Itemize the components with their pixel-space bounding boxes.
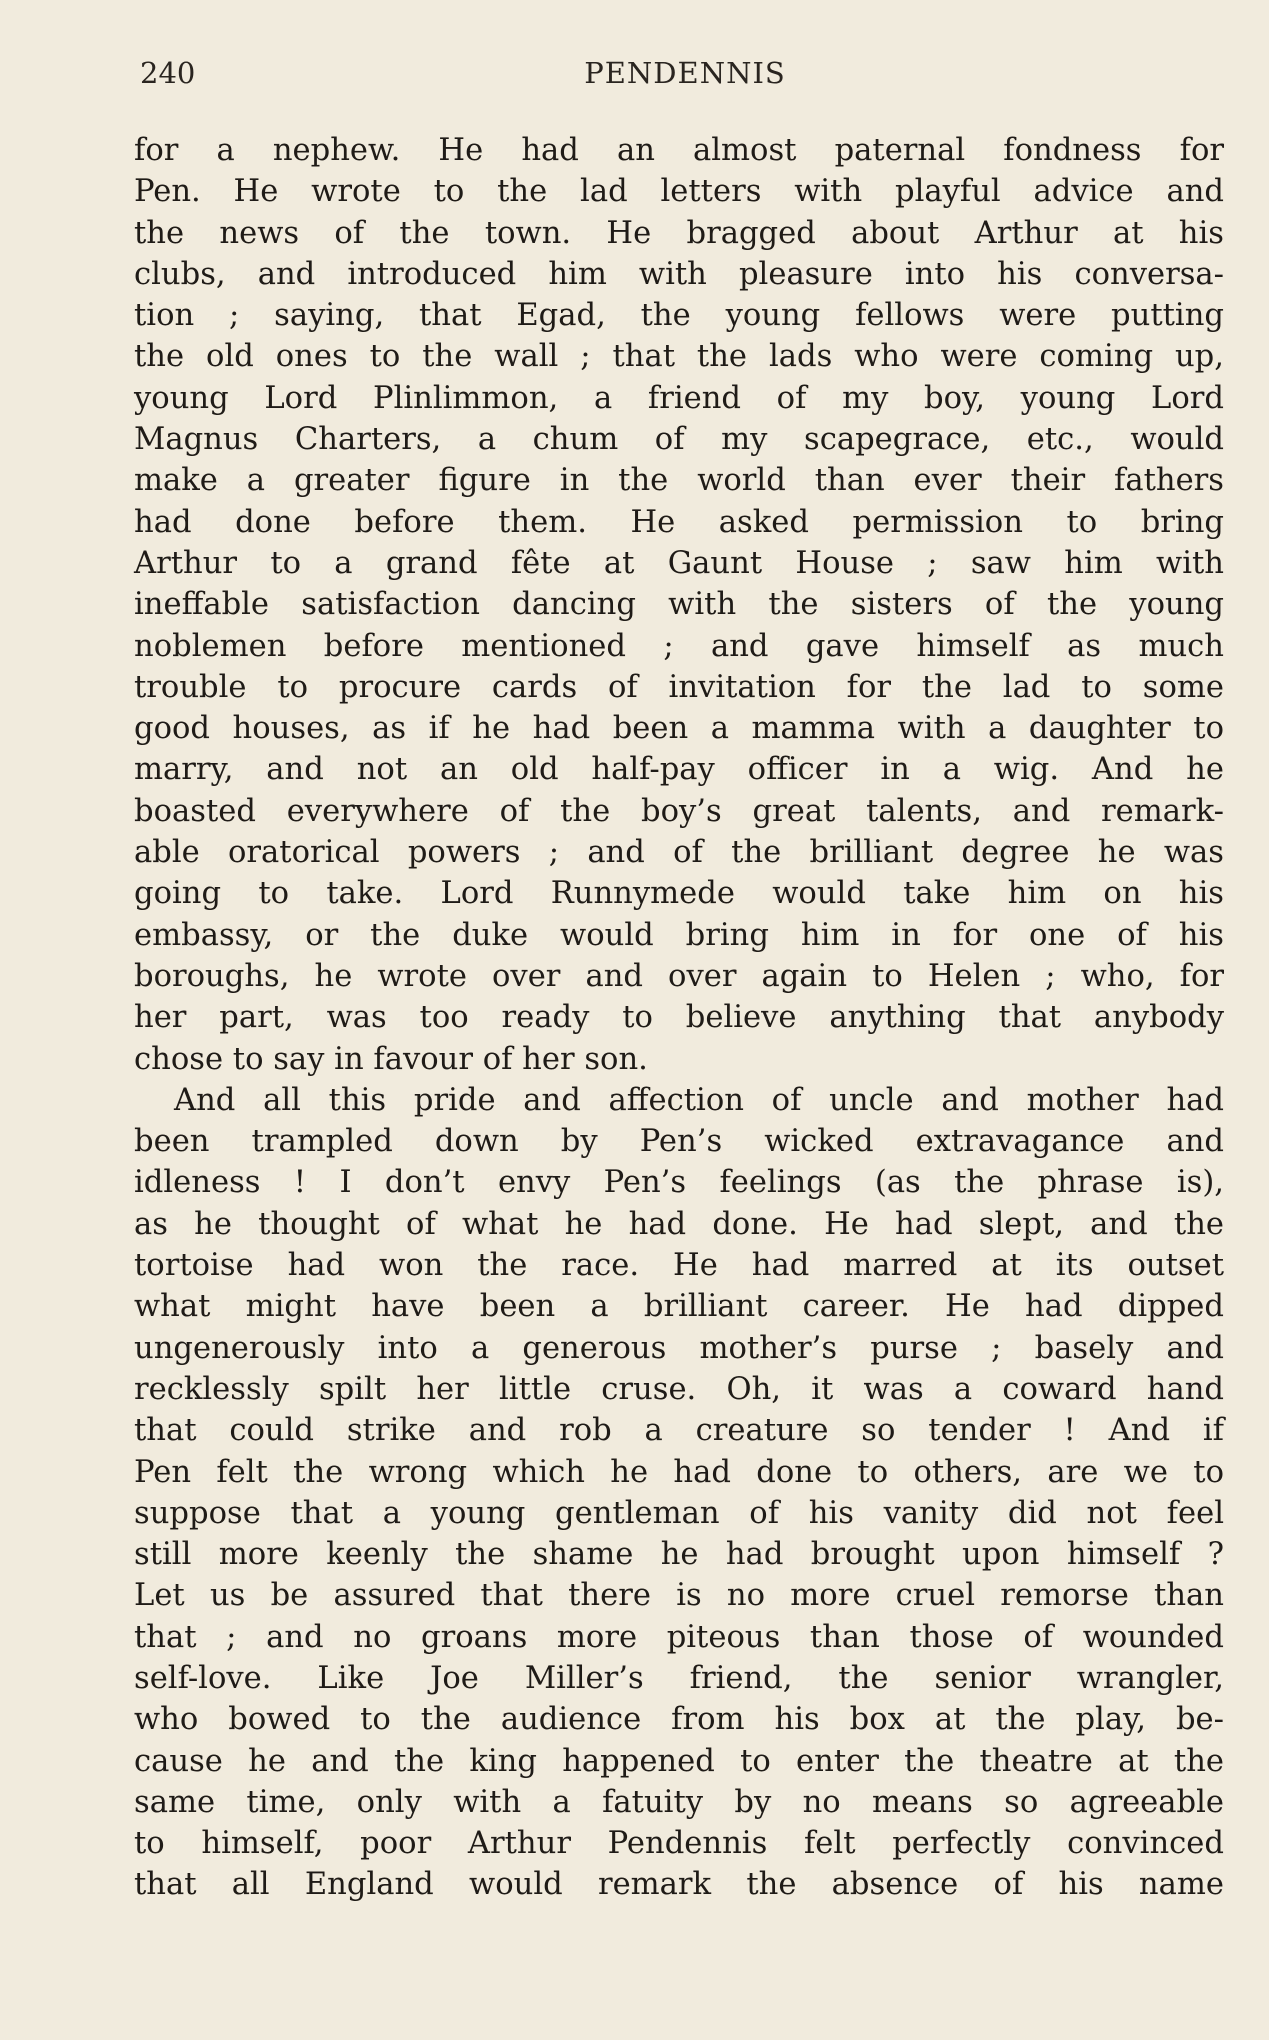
text-line: Pen. He wrote to the lad letters with playful advice and: [134, 174, 1224, 210]
text-line: marry, and not an old half-pay officer in a wig. And he: [134, 752, 1224, 788]
paragraph: [134, 1080, 1224, 1906]
text-line: embassy, or the duke would bring him in for one of his: [134, 917, 1224, 953]
text-line: recklessly spilt her little cruse. Oh, it was a coward hand: [134, 1371, 1224, 1407]
text-line: tortoise had won the race. He had marred at its outset: [134, 1248, 1224, 1284]
text-line: trouble to procure cards of invitation for the lad to some: [134, 669, 1224, 705]
text-line: that all England would remark the absence of his name: [134, 1867, 1224, 1903]
text-line: Let us be assured that there is no more cruel remorse than: [134, 1578, 1224, 1614]
text-line: had done before them. He asked permission to bring: [134, 504, 1224, 540]
text-line: her part, was too ready to believe anything that anybody: [134, 1000, 1224, 1036]
text-line: going to take. Lord Runnymede would take him on his: [134, 876, 1224, 912]
text-line: that could strike and rob a creature so tender ! And if: [134, 1413, 1224, 1449]
text-line: clubs, and introduced him with pleasure into his conversa-: [134, 256, 1224, 292]
running-title: PENDENNIS: [584, 56, 786, 90]
text-line: ineffable satisfaction dancing with the sisters of the young: [134, 587, 1224, 623]
text-line: Magnus Charters, a chum of my scapegrace, etc., would: [134, 422, 1224, 458]
text-line: ungenerously into a generous mother’s purse ; basely and: [134, 1330, 1224, 1366]
text-line: tion ; saying, that Egad, the young fellows were putting: [134, 298, 1224, 334]
text-line: self-love. Like Joe Miller’s friend, the senior wrangler,: [134, 1660, 1224, 1696]
text-line: good houses, as if he had been a mamma with a daughter to: [134, 711, 1224, 747]
paragraph: [134, 130, 1224, 1080]
text-line: that ; and no groans more piteous than those of wounded: [134, 1619, 1224, 1655]
text-line: noblemen before mentioned ; and gave himself as much: [134, 628, 1224, 664]
text-line: young Lord Plinlimmon, a friend of my boy, young Lord: [134, 380, 1224, 416]
page-number: 240: [140, 56, 196, 90]
text-line: still more keenly the shame he had brought upon himself ?: [134, 1537, 1224, 1573]
text-line: chose to say in favour of her son.: [134, 1041, 648, 1077]
text-line: suppose that a young gentleman of his vanity did not feel: [134, 1495, 1224, 1531]
text-line: the news of the town. He bragged about Arthur at his: [134, 215, 1224, 251]
text-line: Pen felt the wrong which he had done to others, are we to: [134, 1454, 1224, 1490]
text-line: Arthur to a grand fête at Gaunt House ; saw him with: [134, 545, 1224, 581]
text-line: the old ones to the wall ; that the lads who were coming up,: [134, 339, 1224, 375]
text-line: And all this pride and affection of uncle and mother had: [174, 1082, 1224, 1118]
text-line: as he thought of what he had done. He had slept, and the: [134, 1206, 1224, 1242]
text-line: what might have been a brilliant career. He had dipped: [134, 1289, 1224, 1325]
text-line: boroughs, he wrote over and over again to Helen ; who, for: [134, 958, 1224, 994]
text-line: boasted everywhere of the boy’s great talents, and remark-: [134, 793, 1224, 829]
text-line: to himself, poor Arthur Pendennis felt perfectly convinced: [134, 1826, 1224, 1862]
text-line: idleness ! I don’t envy Pen’s feelings (as the phrase is),: [134, 1165, 1224, 1201]
text-line: make a greater figure in the world than ever their fathers: [134, 463, 1224, 499]
running-head: [140, 56, 1230, 100]
text-line: for a nephew. He had an almost paternal fondness for: [134, 133, 1224, 168]
text-line: able oratorical powers ; and of the brilliant degree he was: [134, 835, 1224, 871]
text-line: same time, only with a fatuity by no means so agreeable: [134, 1784, 1224, 1820]
text-line: who bowed to the audience from his box at the play, be-: [134, 1702, 1224, 1738]
text-line: cause he and the king happened to enter the theatre at the: [134, 1743, 1224, 1779]
text-line: been trampled down by Pen’s wicked extravagance and: [134, 1124, 1224, 1160]
body-text: [134, 130, 1224, 1906]
